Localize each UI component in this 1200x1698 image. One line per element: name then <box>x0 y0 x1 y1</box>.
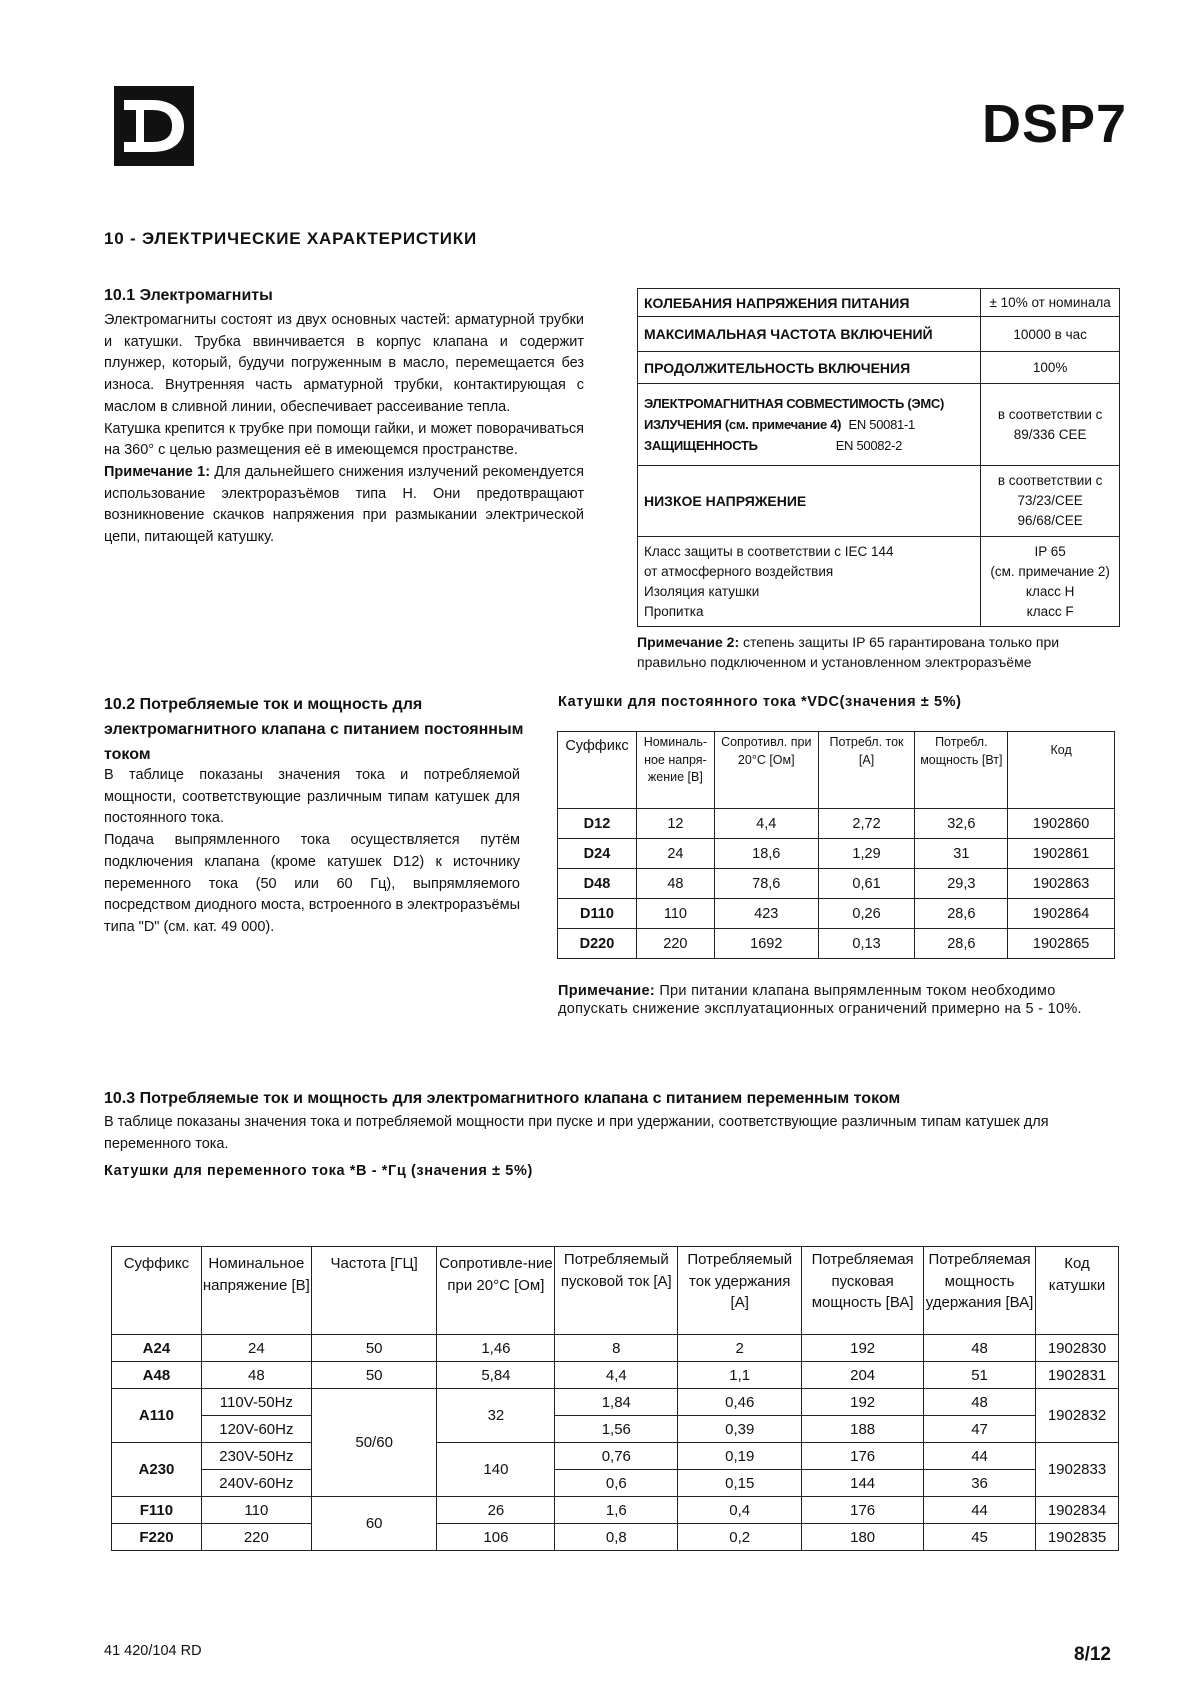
table-cell: 50 <box>311 1335 437 1362</box>
table-cell: 44 <box>924 1497 1036 1524</box>
column-header: Потребляемый пусковой ток [А] <box>555 1247 678 1335</box>
dc-coils-table <box>557 731 1115 959</box>
table-cell: 8 <box>555 1335 678 1362</box>
table-cell: 4,4 <box>555 1362 678 1389</box>
value-line: 96/68/CEE <box>1017 513 1083 528</box>
table-cell: 12 <box>636 809 714 839</box>
table-cell: 45 <box>924 1524 1036 1551</box>
table-cell: 110 <box>201 1497 311 1524</box>
table-cell: 220 <box>201 1524 311 1551</box>
note-label: Примечание 1: <box>104 463 211 480</box>
table-row <box>112 1416 1119 1443</box>
table-cell: 1,6 <box>555 1497 678 1524</box>
table-cell: 0,19 <box>678 1443 802 1470</box>
table-cell: 0,4 <box>678 1497 802 1524</box>
table-cell: 423 <box>714 899 818 929</box>
table-cell: 78,6 <box>714 869 818 899</box>
table-cell: 1902860 <box>1008 809 1115 839</box>
table-cell: 1,56 <box>555 1416 678 1443</box>
table-cell: 1902863 <box>1008 869 1115 899</box>
table-cell: 1902833 <box>1036 1443 1119 1497</box>
table-cell: 50 <box>311 1362 437 1389</box>
spec-row <box>638 317 1120 352</box>
table-cell: F110 <box>112 1497 202 1524</box>
table-header-row <box>112 1247 1119 1335</box>
value-line: в соответствии с <box>997 473 1103 488</box>
table-row <box>112 1470 1119 1497</box>
table-row <box>558 899 1115 929</box>
spec-key: КОЛЕБАНИЯ НАПРЯЖЕНИЯ ПИТАНИЯ <box>638 289 981 317</box>
table-cell: 1,29 <box>818 839 915 869</box>
table-cell: 1,46 <box>437 1335 555 1362</box>
table-cell: 1902861 <box>1008 839 1115 869</box>
table-cell: 24 <box>201 1335 311 1362</box>
key-line: Пропитка <box>644 603 704 619</box>
table-cell: 2,72 <box>818 809 915 839</box>
table-cell: 44 <box>924 1443 1036 1470</box>
spec-key: ПРОДОЛЖИТЕЛЬНОСТЬ ВКЛЮЧЕНИЯ <box>638 352 981 384</box>
table-cell: D24 <box>558 839 637 869</box>
table-cell: 1902834 <box>1036 1497 1119 1524</box>
spec-table <box>637 288 1120 627</box>
table-cell: 48 <box>924 1389 1036 1416</box>
table-cell: 188 <box>802 1416 924 1443</box>
note-text: При питании клапана выпрямленным током необходимо допускать снижение эксплуатационных ограничений примерно на 5 - 10%. <box>558 983 1082 1017</box>
table-row <box>112 1362 1119 1389</box>
table-cell: 110 <box>636 899 714 929</box>
table-cell: 0,6 <box>555 1470 678 1497</box>
table-row <box>558 869 1115 899</box>
spec-key: МАКСИМАЛЬНАЯ ЧАСТОТА ВКЛЮЧЕНИЙ <box>638 317 981 352</box>
dc-note <box>558 982 1120 1018</box>
subsection-10-2-text <box>104 765 520 939</box>
table-cell: 28,6 <box>915 899 1008 929</box>
subsection-title-10-2: 10.2 Потребляемые ток и мощность для электромагнитного клапана с питанием постоянным током <box>104 696 524 763</box>
table-cell: 0,39 <box>678 1416 802 1443</box>
table-cell: 240V-60Hz <box>201 1470 311 1497</box>
column-header: Сопротивл. при 20°С [Ом] <box>714 732 818 809</box>
column-header: Номиналь-ное напря-жение [В] <box>636 732 714 809</box>
dc-table-caption: Катушки для постоянного тока *VDC(значения ± 5%) <box>558 694 962 710</box>
key-line: Класс защиты в соответствии с IEC 144 <box>644 543 894 559</box>
table-cell: 1902835 <box>1036 1524 1119 1551</box>
spec-row <box>638 384 1120 466</box>
ac-coils-table <box>111 1246 1119 1551</box>
paragraph: Электромагниты состоят из двух основных частей: арматурной трубки и катушки. Трубка ввинчивается в корпус клапана и содержит плунжер, который, будучи погруженным в масло, перемещается без износа. Внутренняя часть арматурной трубки, контактирующая с маслом в сливной линии, обеспечивает рассеивание тепла. <box>104 312 584 415</box>
table-cell: 176 <box>802 1497 924 1524</box>
table-cell: 24 <box>636 839 714 869</box>
table-cell: 2 <box>678 1335 802 1362</box>
table-cell: A24 <box>112 1335 202 1362</box>
table-cell: 0,13 <box>818 929 915 959</box>
table-cell: 230V-50Hz <box>201 1443 311 1470</box>
emc-line: ЭЛЕКТРОМАГНИТНАЯ СОВМЕСТИМОСТЬ (ЭМС) <box>644 396 944 411</box>
table-row <box>112 1524 1119 1551</box>
table-cell: 0,46 <box>678 1389 802 1416</box>
table-cell: 220 <box>636 929 714 959</box>
table-cell: 0,76 <box>555 1443 678 1470</box>
emc-line <box>644 414 974 435</box>
table-row <box>112 1389 1119 1416</box>
table-cell: 120V-60Hz <box>201 1416 311 1443</box>
table-cell: 204 <box>802 1362 924 1389</box>
value-line: класс H <box>1025 583 1075 599</box>
page-number: 8/12 <box>1074 1644 1111 1665</box>
spec-key <box>638 537 981 627</box>
table-cell: 32,6 <box>915 809 1008 839</box>
table-row <box>558 929 1115 959</box>
table-cell: 1902865 <box>1008 929 1115 959</box>
note-2 <box>637 632 1127 672</box>
table-cell: 60 <box>311 1497 437 1551</box>
spec-value <box>981 537 1120 627</box>
note-text: степень защиты IP 65 гарантирована только при правильно подключенном и установленном электроразъёме <box>637 634 1060 670</box>
table-cell: D12 <box>558 809 637 839</box>
table-row <box>558 839 1115 869</box>
spec-value <box>981 466 1120 537</box>
table-cell: D48 <box>558 869 637 899</box>
table-cell: 29,3 <box>915 869 1008 899</box>
spec-row <box>638 289 1120 317</box>
column-header: Номинальное напряжение [В] <box>201 1247 311 1335</box>
value-line: 73/23/CEE <box>1017 493 1083 508</box>
value-line: 89/336 CEE <box>1013 426 1087 442</box>
column-header: Суффикс <box>112 1247 202 1335</box>
subsection-10-3-text: В таблице показаны значения тока и потребляемой мощности при пуске и при удержании, соответствующие различным типам катушек для переменного тока. <box>104 1114 1049 1152</box>
key-line: от атмосферного воздействия <box>644 563 834 579</box>
table-cell: 48 <box>924 1335 1036 1362</box>
spec-key: НИЗКОЕ НАПРЯЖЕНИЕ <box>638 466 981 537</box>
column-header: Код катушки <box>1036 1247 1119 1335</box>
key-line: Изоляция катушки <box>644 583 760 599</box>
table-cell: 1902831 <box>1036 1362 1119 1389</box>
column-header: Потребл. мощность [Вт] <box>915 732 1008 809</box>
ac-table-caption: Катушки для переменного тока *В - *Гц (значения ± 5%) <box>104 1163 533 1179</box>
table-cell: 192 <box>802 1335 924 1362</box>
table-row <box>112 1497 1119 1524</box>
table-cell: 0,26 <box>818 899 915 929</box>
table-cell: 31 <box>915 839 1008 869</box>
table-cell: 48 <box>636 869 714 899</box>
table-cell: 110V-50Hz <box>201 1389 311 1416</box>
table-cell: 1,84 <box>555 1389 678 1416</box>
spec-value: 10000 в час <box>981 317 1120 352</box>
emc-standard: EN 50082-2 <box>835 438 903 453</box>
table-cell: D110 <box>558 899 637 929</box>
table-cell: 106 <box>437 1524 555 1551</box>
note-1 <box>104 462 584 549</box>
table-cell: 47 <box>924 1416 1036 1443</box>
table-header-row <box>558 732 1115 809</box>
table-cell: 192 <box>802 1389 924 1416</box>
spec-row <box>638 352 1120 384</box>
paragraph: В таблице показаны значения тока и потребляемой мощности, соответствующие различным типам катушек для постоянного тока. <box>104 767 520 827</box>
column-header: Код <box>1008 732 1115 809</box>
table-cell: 0,8 <box>555 1524 678 1551</box>
table-cell: 50/60 <box>311 1389 437 1497</box>
table-cell: 4,4 <box>714 809 818 839</box>
table-cell: 48 <box>201 1362 311 1389</box>
table-cell: 26 <box>437 1497 555 1524</box>
emc-label: ИЗЛУЧЕНИЯ (см. примечание 4) <box>644 417 842 432</box>
table-cell: 176 <box>802 1443 924 1470</box>
paragraph: Катушка крепится к трубке при помощи гайки, и может поворачиваться на 360° с целью размещения её в имеющемся пространстве. <box>104 420 584 459</box>
table-cell: D220 <box>558 929 637 959</box>
column-header: Сопротивле-ние при 20°С [Ом] <box>437 1247 555 1335</box>
table-row <box>558 809 1115 839</box>
subsection-10-1-text <box>104 310 584 549</box>
column-header: Потребляемый ток удержания [А] <box>678 1247 802 1335</box>
spec-value <box>981 384 1120 466</box>
table-cell: 32 <box>437 1389 555 1443</box>
table-cell: 18,6 <box>714 839 818 869</box>
paragraph: Подача выпрямленного тока осуществляется путём подключения клапана (кроме катушек D12) к источнику переменного тока (50 или 60 Гц), выпрямляемого посредством диодного моста, встроенного в электроразъёмы типа "D" (см. кат. 49 000). <box>104 832 520 935</box>
table-cell: 1902864 <box>1008 899 1115 929</box>
table-row <box>112 1443 1119 1470</box>
note-label: Примечание 2: <box>637 634 740 650</box>
note-text: Для дальнейшего снижения излучений рекомендуется использование электроразъёмов типа H. Они предотвращают возникновение скачков напряжения при размыкании электрической цепи, питающей катушку. <box>104 463 584 546</box>
table-cell: 0,15 <box>678 1470 802 1497</box>
table-cell: 140 <box>437 1443 555 1497</box>
table-cell: 28,6 <box>915 929 1008 959</box>
table-cell: 5,84 <box>437 1362 555 1389</box>
value-line: (см. примечание 2) <box>990 563 1110 579</box>
column-header: Потребл. ток [А] <box>818 732 915 809</box>
subsection-title-10-1: 10.1 Электромагниты <box>104 287 273 304</box>
table-cell: A48 <box>112 1362 202 1389</box>
emc-line <box>644 435 974 456</box>
emc-standard: EN 50081-1 <box>848 417 915 432</box>
spec-value: ± 10% от номинала <box>981 289 1120 317</box>
column-header: Потребляемая мощность удержания [ВА] <box>924 1247 1036 1335</box>
note-label: Примечание: <box>558 983 655 999</box>
column-header: Частота [ГЦ] <box>311 1247 437 1335</box>
spec-row <box>638 537 1120 627</box>
column-header: Суффикс <box>558 732 637 809</box>
column-header: Потребляемая пусковая мощность [ВА] <box>802 1247 924 1335</box>
table-cell: 180 <box>802 1524 924 1551</box>
table-cell: 51 <box>924 1362 1036 1389</box>
table-cell: 1,1 <box>678 1362 802 1389</box>
value-line: класс F <box>1026 603 1074 619</box>
table-cell: A110 <box>112 1389 202 1443</box>
document-code: DSP7 <box>982 94 1128 154</box>
table-cell: 36 <box>924 1470 1036 1497</box>
section-title: 10 - ЭЛЕКТРИЧЕСКИЕ ХАРАКТЕРИСТИКИ <box>104 229 477 248</box>
value-line: в соответствии с <box>997 406 1103 422</box>
table-cell: 1902830 <box>1036 1335 1119 1362</box>
table-cell: 1902832 <box>1036 1389 1119 1443</box>
footer-document-number: 41 420/104 RD <box>104 1643 202 1659</box>
subsection-title-10-3: 10.3 Потребляемые ток и мощность для электромагнитного клапана с питанием переменным током <box>104 1090 901 1107</box>
spec-row <box>638 466 1120 537</box>
table-cell: A230 <box>112 1443 202 1497</box>
value-line: IP 65 <box>1034 543 1066 559</box>
emc-label: ЗАЩИЩЕННОСТЬ <box>644 438 758 453</box>
table-cell: 1692 <box>714 929 818 959</box>
table-cell: F220 <box>112 1524 202 1551</box>
company-logo <box>114 86 194 166</box>
table-cell: 0,2 <box>678 1524 802 1551</box>
table-row <box>112 1335 1119 1362</box>
spec-value: 100% <box>981 352 1120 384</box>
spec-key <box>638 384 981 466</box>
table-cell: 0,61 <box>818 869 915 899</box>
table-cell: 144 <box>802 1470 924 1497</box>
